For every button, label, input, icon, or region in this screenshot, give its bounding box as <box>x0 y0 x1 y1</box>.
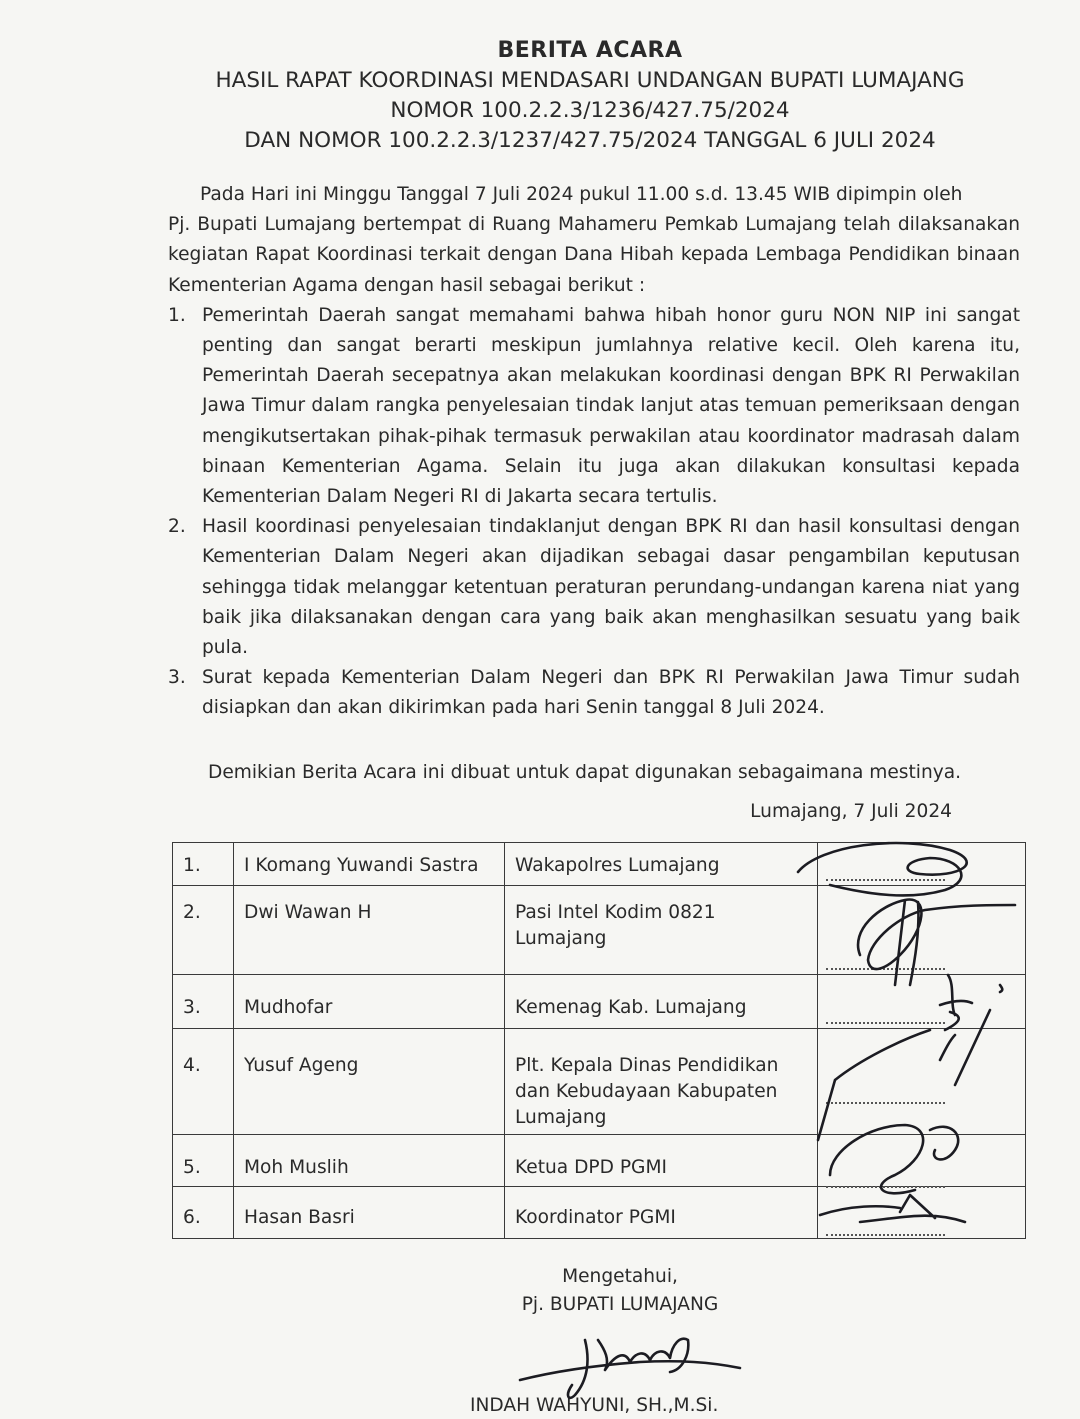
signature-cell <box>818 1135 1026 1187</box>
table-row <box>173 886 1026 975</box>
acknowledge-label: Mengetahui, <box>562 1266 678 1287</box>
signatory-name: Moh Muslih <box>234 1135 505 1187</box>
signature-cell <box>818 1187 1026 1239</box>
list-item-number: 2. <box>168 516 186 538</box>
signatory-name: Mudhofar <box>234 975 505 1029</box>
signatory-name: Yusuf Ageng <box>234 1029 505 1135</box>
signature-cell <box>818 843 1026 886</box>
signature-table <box>172 842 1026 1239</box>
signatory-role: Ketua DPD PGMI <box>505 1135 818 1187</box>
list-item <box>168 663 1020 723</box>
list-item-text: Surat kepada Kementerian Dalam Negeri dan BPK RI Perwakilan Jawa Timur sudah disiapkan dan akan dikirimkan pada hari Senin tanggal 8 Juli 2024. <box>202 667 1020 719</box>
row-number: 3. <box>173 975 234 1029</box>
signatory-role: Plt. Kepala Dinas Pendidikan dan Kebudayaan Kabupaten Lumajang <box>505 1029 818 1135</box>
signatory-role: Pasi Intel Kodim 0821 Lumajang <box>505 886 818 975</box>
signer-name: INDAH WAHYUNI, SH.,M.Si. <box>470 1395 719 1416</box>
header-line-3: DAN NOMOR 100.2.2.3/1237/427.75/2024 TANGGAL 6 JULI 2024 <box>244 128 936 153</box>
row-number: 6. <box>173 1187 234 1239</box>
signatory-role: Kemenag Kab. Lumajang <box>505 975 818 1029</box>
signatory-name: I Komang Yuwandi Sastra <box>234 843 505 886</box>
signature-dotted-line <box>826 1234 945 1236</box>
list-item-number: 3. <box>168 667 186 689</box>
signatory-name: Dwi Wawan H <box>234 886 505 975</box>
result-list <box>168 301 1020 724</box>
header-line-1: HASIL RAPAT KOORDINASI MENDASARI UNDANGAN BUPATI LUMAJANG <box>215 68 965 93</box>
signature-bupati <box>520 1339 740 1398</box>
list-item-number: 1. <box>168 304 186 326</box>
intro-first-line: Pada Hari ini Minggu Tanggal 7 Juli 2024 pukul 11.00 s.d. 13.45 WIB dipimpin oleh <box>200 184 963 205</box>
row-number: 1. <box>173 843 234 886</box>
list-item <box>168 512 1020 663</box>
row-number: 2. <box>173 886 234 975</box>
signatory-role: Koordinator PGMI <box>505 1187 818 1239</box>
closing-statement: Demikian Berita Acara ini dibuat untuk dapat digunakan sebagaimana mestinya. <box>208 762 962 783</box>
acknowledge-position: Pj. BUPATI LUMAJANG <box>521 1294 719 1315</box>
intro-paragraph: Pj. Bupati Lumajang bertempat di Ruang Mahameru Pemkab Lumajang telah dilaksanakan kegiatan Rapat Koordinasi terkait dengan Dana Hibah kepada Lembaga Pendidikan binaan Kementerian Agama dengan hasil sebagai berikut : <box>168 214 1020 296</box>
list-item-text: Hasil koordinasi penyelesaian tindaklanjut dengan BPK RI dan hasil konsultasi dengan Kementerian Dalam Negeri akan dijadikan sebagai dasar pengambilan keputusan sehingga tidak melanggar ketentuan peraturan perundang-undangan karena niat yang baik jika dilaksanakan dengan cara yang baik akan menghasilkan sesuatu yang baik pula. <box>202 516 1020 659</box>
list-item-text: Pemerintah Daerah sangat memahami bahwa hibah honor guru NON NIP ini sangat penting dan sangat berarti meskipun jumlahnya relative kecil. Oleh karena itu, Pemerintah Daerah secepatnya akan melakukan koordinasi dengan BPK RI Perwakilan Jawa Timur dalam rangka penyelesaian tindak lanjut atas temuan pemeriksaan dengan mengikutsertakan pihak-pihak termasuk perwakilan atau koordinator madrasah dalam binaan Kementerian Agama. Selain itu juga akan dilakukan konsultasi kepada Kementerian Dalam Negeri RI di Jakarta secara tertulis. <box>202 304 1020 508</box>
table-row <box>173 1187 1026 1239</box>
list-item <box>168 301 1020 512</box>
signature-cell <box>818 886 1026 975</box>
signature-dotted-line <box>826 968 945 970</box>
signatory-role: Wakapolres Lumajang <box>505 843 818 886</box>
place-date: Lumajang, 7 Juli 2024 <box>750 801 952 822</box>
document-title: BERITA ACARA <box>497 38 683 63</box>
acknowledgement-block <box>460 1263 780 1319</box>
document-header <box>160 36 1020 156</box>
row-number: 5. <box>173 1135 234 1187</box>
signature-dotted-line <box>826 879 945 881</box>
table-row <box>173 843 1026 886</box>
table-row <box>173 1135 1026 1187</box>
row-number: 4. <box>173 1029 234 1135</box>
table-row <box>173 1029 1026 1135</box>
signature-cell <box>818 975 1026 1029</box>
signatory-name: Hasan Basri <box>234 1187 505 1239</box>
signature-dotted-line <box>826 1022 945 1024</box>
header-line-2: NOMOR 100.2.2.3/1236/427.75/2024 <box>390 98 790 123</box>
document-body <box>168 180 1020 724</box>
signature-dotted-line <box>826 1102 945 1104</box>
table-row <box>173 975 1026 1029</box>
signature-cell <box>818 1029 1026 1135</box>
